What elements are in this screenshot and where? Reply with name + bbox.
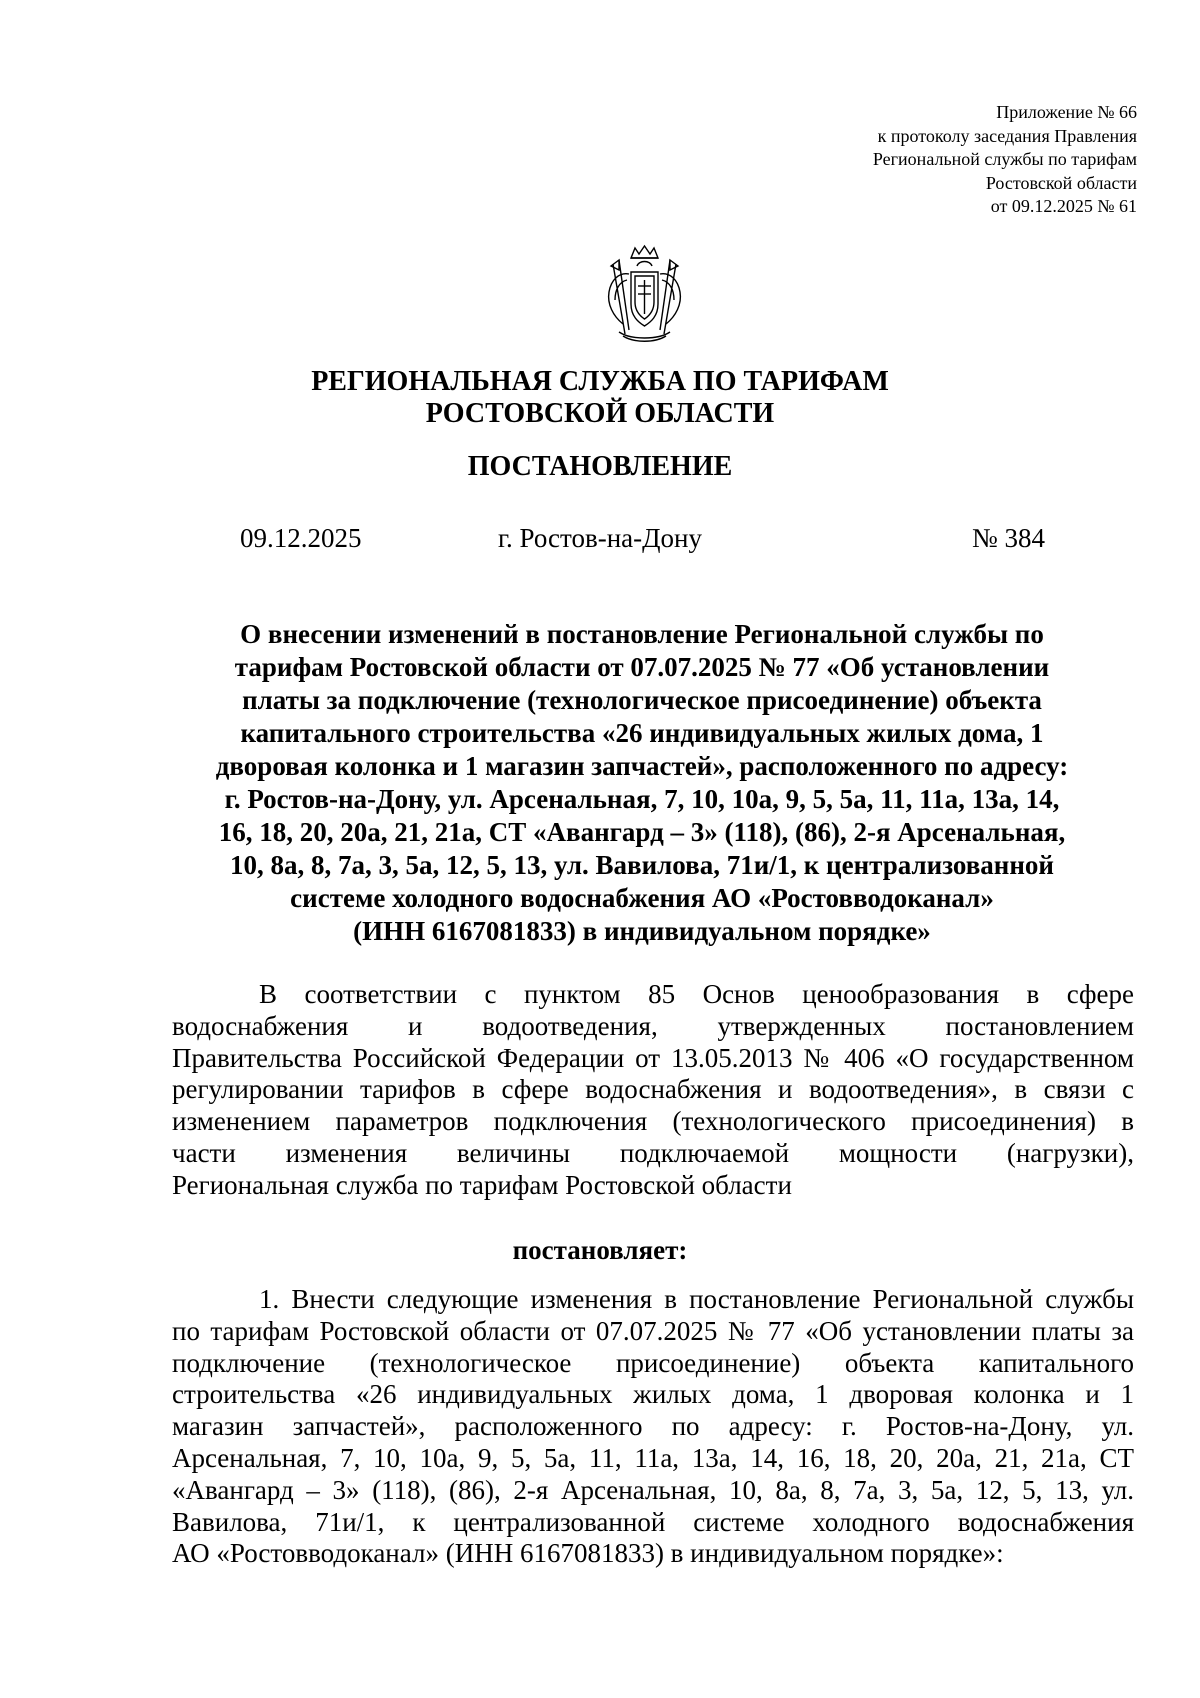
- title-line: дворовая колонка и 1 магазин запчастей», расположенного по адресу:: [215, 751, 1069, 781]
- paragraph-line: В соответствии с пунктом 85 Основ ценообразования в сфере: [259, 979, 1134, 1009]
- paragraph-line: изменением параметров подключения (технологического присоединения) в: [172, 1106, 1134, 1137]
- paragraph-line: части изменения величины подключаемой мощности (нагрузки),: [172, 1137, 1134, 1168]
- coat-of-arms-icon: [601, 244, 688, 344]
- document-city: г. Ростов-на-Дону: [497, 523, 702, 553]
- title-line: (ИНН 6167081833) в индивидуальном порядке»: [353, 916, 931, 946]
- title-line: О внесении изменений в постановление Региональной службы по: [240, 619, 1044, 649]
- appendix-line: Региональной службы по тарифам: [872, 149, 1137, 169]
- paragraph-line: водоснабжения и водоотведения, утвержденных постановлением: [172, 1010, 1134, 1041]
- document-number: № 384: [972, 523, 1046, 553]
- organization-name: РЕГИОНАЛЬНАЯ СЛУЖБА ПО ТАРИФАМ: [311, 366, 889, 397]
- title-line: 10, 8а, 8, 7а, 3, 5а, 12, 5, 13, ул. Вавилова, 71и/1, к централизованной: [230, 850, 1054, 880]
- resolve-heading: постановляет:: [512, 1235, 688, 1265]
- paragraph-line: АО «Ростовводоканал» (ИНН 6167081833) в индивидуальном порядке»:: [172, 1538, 1004, 1569]
- paragraph-line: 1. Внести следующие изменения в постановление Региональной службы: [259, 1284, 1134, 1314]
- appendix-line: Приложение № 66: [996, 102, 1137, 122]
- title-line: платы за подключение (технологическое присоединение) объекта: [242, 685, 1042, 715]
- document-date: 09.12.2025: [240, 523, 362, 553]
- appendix-line: Ростовской области: [985, 172, 1137, 193]
- appendix-line: от 09.12.2025 № 61: [990, 196, 1137, 216]
- paragraph-line: Арсенальная, 7, 10, 10а, 9, 5, 5а, 11, 11а, 13а, 14, 16, 18, 20, 20а, 21, 21а, СТ: [172, 1442, 1134, 1473]
- document-title: [172, 618, 1112, 948]
- appendix-note: [873, 101, 1137, 219]
- appendix-line: к протоколу заседания Правления: [877, 125, 1137, 146]
- title-line: системе холодного водоснабжения АО «Ростовводоканал»: [290, 883, 994, 913]
- paragraph-line: магазин запчастей», расположенного по адресу: г. Ростов-на-Дону, ул.: [172, 1411, 1134, 1442]
- title-line: тарифам Ростовской области от 07.07.2025 № 77 «Об установлении: [234, 652, 1050, 682]
- document-type: ПОСТАНОВЛЕНИЕ: [467, 451, 733, 482]
- title-line: 16, 18, 20, 20а, 21, 21а, СТ «Авангард – 3» (118), (86), 2-я Арсенальная,: [218, 817, 1066, 847]
- paragraph-line: регулировании тарифов в сфере водоснабжения и водоотведения», в связи с: [172, 1074, 1134, 1105]
- paragraph-line: «Авангард – 3» (118), (86), 2-я Арсенальная, 10, 8а, 8, 7а, 3, 5а, 12, 5, 13, ул.: [172, 1474, 1134, 1505]
- paragraph-line: Правительства Российской Федерации от 13.05.2013 № 406 «О государственном: [172, 1042, 1134, 1073]
- organization-region: РОСТОВСКОЙ ОБЛАСТИ: [425, 398, 775, 429]
- paragraph-line: по тарифам Ростовской области от 07.07.2025 № 77 «Об установлении платы за: [172, 1315, 1134, 1346]
- item-1-paragraph: [172, 1284, 1134, 1570]
- paragraph-line: Вавилова, 71и/1, к централизованной системе холодного водоснабжения: [172, 1506, 1134, 1537]
- title-line: капитального строительства «26 индивидуальных жилых дома, 1: [240, 718, 1044, 748]
- title-line: г. Ростов-на-Дону, ул. Арсенальная, 7, 10, 10а, 9, 5, 5а, 11, 11а, 13а, 14,: [224, 784, 1060, 814]
- preamble-paragraph: [172, 979, 1134, 1202]
- paragraph-line: подключение (технологическое присоединение) объекта капитального: [172, 1347, 1134, 1378]
- paragraph-line: Региональная служба по тарифам Ростовской области: [172, 1169, 792, 1200]
- paragraph-line: строительства «26 индивидуальных жилых дома, 1 дворовая колонка и 1: [172, 1379, 1134, 1410]
